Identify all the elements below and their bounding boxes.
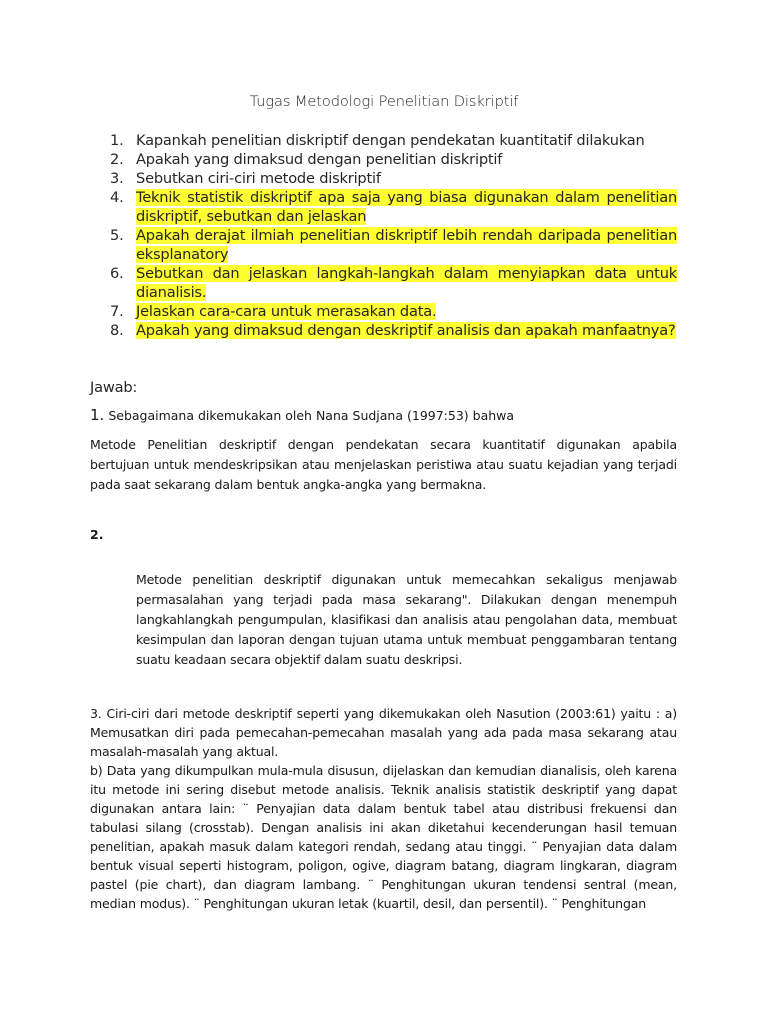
answer-3-part-b: b) Data yang dikumpulkan mula-mula disusun, dijelaskan dan kemudian dianalisis, oleh karena itu metode ini sering disebut metode analisis. Teknik analisis statistik deskriptif yang dapat digunakan antara lain: ¨ Penyajian data dalam bentuk tabel atau distribusi frekuensi dan tabulasi silang (crosstab). Dengan analisis ini akan diketahui kecenderungan hasil temuan penelitian, apakah masuk dalam kategori rendah, sedang atau tinggi. ¨ Penyajian data dalam bentuk visual seperti histogram, poligon, ogive, diagram batang, diagram lingkaran, diagram pastel (pie chart), dan diagram lambang. ¨ Penghitungan ukuran tendensi sentral (mean, median modus). ¨ Penghitungan ukuran letak (kuartil, desil, dan persentil). ¨ Penghitungan xyxy=(90,763,677,911)
question-item: 1. Kapankah penelitian diskriptif dengan pendekatan kuantitatif dilakukan xyxy=(110,132,645,149)
question-item-highlighted: 6. Sebutkan dan jelaskan langkah-langkah dalam menyiapkan data untuk dianalisis. xyxy=(110,265,677,301)
answer-3-part-a: 3. Ciri-ciri dari metode deskriptif seperti yang dikemukakan oleh Nasution (2003:61) yaitu : a) Memusatkan diri pada pemecahan-pemecahan masalah yang ada pada masa sekarang atau masalah-masalah yang aktual. xyxy=(90,706,677,759)
question-list xyxy=(110,131,677,340)
question-item-highlighted: 8. Apakah yang dimaksud dengan deskriptif analisis dan apakah manfaatnya? xyxy=(110,322,676,339)
answer-2-body: Metode penelitian deskriptif digunakan untuk memecahkan sekaligus menjawab permasalahan yang terjadi pada masa sekarang". Dilakukan dengan menempuh langkahlangkah pengumpulan, klasifikasi dan analisis atau pengolahan data, membuat kesimpulan dan laporan dengan tujuan utama untuk membuat penggambaran tentang suatu keadaan secara objektif dalam suatu deskripsi. xyxy=(136,572,677,667)
question-item: 2. Apakah yang dimaksud dengan penelitian diskriptif xyxy=(110,151,503,168)
question-item-highlighted: 4. Teknik statistik diskriptif apa saja yang biasa digunakan dalam penelitian diskriptif, sebutkan dan jelaskan xyxy=(110,189,677,225)
answer-2-number: 2. xyxy=(90,527,104,542)
answer-label: Jawab: xyxy=(90,379,138,396)
answer-1-number: 1. xyxy=(90,406,105,424)
answer-1-heading xyxy=(90,406,514,424)
question-item-highlighted: 7. Jelaskan cara-cara untuk merasakan data. xyxy=(110,303,437,320)
document-title: Tugas Metodologi Penelitian Diskriptif xyxy=(249,93,519,110)
question-item: 3. Sebutkan ciri-ciri metode diskriptif xyxy=(110,170,381,187)
answer-3-body xyxy=(90,704,677,913)
answer-1-intro: Sebagaimana dikemukakan oleh Nana Sudjana (1997:53) bahwa xyxy=(108,408,515,423)
answer-1-body: Metode Penelitian deskriptif dengan pendekatan secara kuantitatif digunakan apabila bertujuan untuk mendeskripsikan atau menjelaskan peristiwa atau suatu kejadian yang terjadi pada saat sekarang dalam bentuk angka-angka yang bermakna. xyxy=(90,437,677,492)
question-item-highlighted: 5. Apakah derajat ilmiah penelitian diskriptif lebih rendah daripada penelitian eksplanatory xyxy=(110,227,677,263)
